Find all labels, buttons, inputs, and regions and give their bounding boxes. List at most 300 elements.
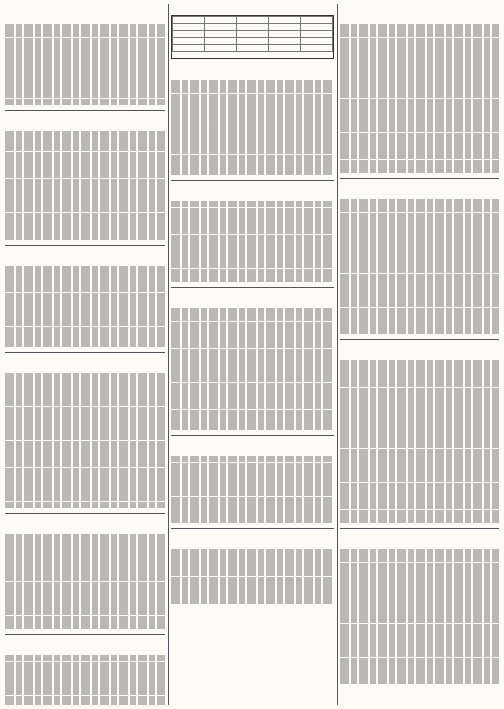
illegible-text-line bbox=[171, 376, 334, 383]
illegible-text-line bbox=[5, 488, 165, 495]
illegible-text-line bbox=[340, 449, 499, 456]
illegible-text-line bbox=[340, 85, 499, 92]
illegible-text-line bbox=[340, 92, 499, 99]
illegible-text-line bbox=[171, 269, 334, 276]
illegible-text-line bbox=[5, 58, 165, 65]
illegible-text-line bbox=[340, 476, 499, 483]
illegible-text-line bbox=[5, 427, 165, 434]
illegible-text-line bbox=[340, 603, 499, 610]
illegible-text-line bbox=[5, 481, 165, 488]
illegible-text-line bbox=[5, 266, 165, 273]
illegible-text-line bbox=[340, 38, 499, 45]
illegible-text-line bbox=[5, 152, 165, 159]
illegible-text-line bbox=[340, 483, 499, 490]
illegible-text-line bbox=[340, 166, 499, 173]
illegible-text-line bbox=[5, 622, 165, 629]
article-heading bbox=[340, 532, 499, 541]
article-block bbox=[171, 63, 334, 175]
table-cell bbox=[237, 45, 269, 52]
illegible-text-line bbox=[5, 468, 165, 475]
article-separator bbox=[171, 287, 334, 288]
illegible-text-line bbox=[5, 420, 165, 427]
illegible-text-line bbox=[340, 596, 499, 603]
illegible-text-line bbox=[171, 570, 334, 577]
illegible-text-line bbox=[171, 490, 334, 497]
article-separator bbox=[171, 180, 334, 181]
illegible-text-line bbox=[171, 416, 334, 423]
illegible-text-line bbox=[5, 286, 165, 293]
illegible-text-line bbox=[340, 435, 499, 442]
right-column bbox=[340, 4, 499, 705]
illegible-text-line bbox=[5, 293, 165, 300]
illegible-text-line bbox=[5, 379, 165, 386]
illegible-text-line bbox=[340, 253, 499, 260]
article-block bbox=[171, 291, 334, 430]
illegible-text-line bbox=[5, 447, 165, 454]
illegible-text-line bbox=[340, 421, 499, 428]
illegible-text-line bbox=[5, 199, 165, 206]
table-cell bbox=[301, 31, 333, 38]
table-header-cell bbox=[269, 17, 301, 24]
table-cell bbox=[237, 31, 269, 38]
illegible-text-line bbox=[340, 658, 499, 665]
illegible-text-line bbox=[171, 275, 334, 282]
illegible-text-line bbox=[171, 141, 334, 148]
illegible-text-line bbox=[340, 388, 499, 395]
illegible-text-line bbox=[171, 114, 334, 121]
article-heading bbox=[171, 439, 334, 448]
illegible-text-line bbox=[171, 369, 334, 376]
illegible-text-line bbox=[340, 569, 499, 576]
article-heading bbox=[5, 517, 165, 526]
illegible-text-line bbox=[171, 389, 334, 396]
illegible-text-line bbox=[340, 617, 499, 624]
data-table bbox=[171, 15, 334, 59]
illegible-text-line bbox=[340, 105, 499, 112]
illegible-text-line bbox=[171, 127, 334, 134]
illegible-text-line bbox=[5, 131, 165, 138]
illegible-text-line bbox=[5, 233, 165, 240]
illegible-text-line bbox=[340, 394, 499, 401]
table-cell bbox=[173, 38, 205, 45]
article-separator bbox=[5, 634, 165, 635]
illegible-text-line bbox=[171, 396, 334, 403]
table-cell bbox=[205, 38, 237, 45]
article-block bbox=[5, 638, 165, 705]
illegible-text-line bbox=[340, 112, 499, 119]
illegible-text-line bbox=[340, 624, 499, 631]
illegible-text-line bbox=[340, 71, 499, 78]
illegible-text-line bbox=[340, 374, 499, 381]
illegible-text-line bbox=[5, 454, 165, 461]
illegible-text-line bbox=[5, 616, 165, 623]
illegible-text-line bbox=[5, 85, 165, 92]
illegible-text-line bbox=[340, 321, 499, 328]
illegible-text-line bbox=[5, 609, 165, 616]
illegible-text-line bbox=[5, 534, 165, 541]
table-cell bbox=[173, 24, 205, 31]
illegible-text-line bbox=[340, 576, 499, 583]
illegible-text-line bbox=[5, 138, 165, 145]
illegible-text-line bbox=[5, 313, 165, 320]
illegible-text-line bbox=[5, 554, 165, 561]
article-block bbox=[171, 532, 334, 603]
illegible-text-line bbox=[5, 386, 165, 393]
illegible-text-line bbox=[340, 664, 499, 671]
illegible-text-line bbox=[5, 213, 165, 220]
illegible-text-line bbox=[171, 94, 334, 101]
illegible-text-line bbox=[340, 401, 499, 408]
illegible-text-line bbox=[340, 126, 499, 133]
table-cell bbox=[269, 31, 301, 38]
article-heading bbox=[171, 63, 334, 72]
article-separator bbox=[340, 178, 499, 179]
table-header-cell bbox=[237, 17, 269, 24]
illegible-text-line bbox=[5, 582, 165, 589]
illegible-text-line bbox=[171, 549, 334, 556]
table-cell bbox=[269, 38, 301, 45]
illegible-text-line bbox=[171, 241, 334, 248]
illegible-text-line bbox=[340, 360, 499, 367]
illegible-text-line bbox=[340, 590, 499, 597]
illegible-text-line bbox=[340, 516, 499, 523]
illegible-text-line bbox=[171, 255, 334, 262]
article-heading bbox=[171, 291, 334, 300]
illegible-text-line bbox=[171, 503, 334, 510]
illegible-text-line bbox=[340, 644, 499, 651]
article-separator bbox=[5, 513, 165, 514]
illegible-text-line bbox=[171, 510, 334, 517]
illegible-text-line bbox=[5, 92, 165, 99]
left-column bbox=[5, 4, 165, 705]
article-heading bbox=[5, 638, 165, 647]
illegible-text-line bbox=[340, 415, 499, 422]
illegible-text-line bbox=[340, 367, 499, 374]
illegible-text-line bbox=[340, 287, 499, 294]
illegible-text-line bbox=[340, 78, 499, 85]
illegible-text-line bbox=[171, 80, 334, 87]
illegible-text-line bbox=[5, 31, 165, 38]
illegible-text-line bbox=[5, 185, 165, 192]
illegible-text-line bbox=[340, 610, 499, 617]
illegible-text-line bbox=[171, 322, 334, 329]
illegible-text-line bbox=[5, 206, 165, 213]
illegible-text-line bbox=[5, 44, 165, 51]
illegible-text-line bbox=[5, 602, 165, 609]
illegible-text-line bbox=[340, 671, 499, 678]
article-heading bbox=[5, 7, 165, 16]
table-cell bbox=[269, 24, 301, 31]
illegible-text-line bbox=[171, 517, 334, 524]
illegible-text-line bbox=[340, 44, 499, 51]
illegible-text-line bbox=[171, 583, 334, 590]
illegible-text-line bbox=[5, 595, 165, 602]
article-block bbox=[340, 7, 499, 173]
article-heading bbox=[340, 7, 499, 16]
illegible-text-line bbox=[171, 423, 334, 430]
illegible-text-line bbox=[5, 51, 165, 58]
illegible-text-line bbox=[5, 575, 165, 582]
illegible-text-line bbox=[5, 219, 165, 226]
illegible-text-line bbox=[5, 333, 165, 340]
illegible-text-line bbox=[5, 179, 165, 186]
illegible-text-line bbox=[171, 476, 334, 483]
table-cell bbox=[301, 38, 333, 45]
illegible-text-line bbox=[171, 410, 334, 417]
article-block bbox=[340, 182, 499, 334]
illegible-text-line bbox=[5, 461, 165, 468]
illegible-text-line bbox=[171, 349, 334, 356]
illegible-text-line bbox=[171, 228, 334, 235]
illegible-text-line bbox=[5, 24, 165, 31]
illegible-text-line bbox=[340, 199, 499, 206]
illegible-text-line bbox=[171, 214, 334, 221]
illegible-text-line bbox=[340, 583, 499, 590]
column-rule bbox=[337, 4, 338, 705]
illegible-text-line bbox=[340, 206, 499, 213]
article-block bbox=[5, 114, 165, 239]
illegible-text-line bbox=[171, 121, 334, 128]
illegible-text-line bbox=[5, 675, 165, 682]
column-rule bbox=[168, 4, 169, 705]
illegible-text-line bbox=[340, 260, 499, 267]
article-heading bbox=[5, 356, 165, 365]
illegible-text-line bbox=[5, 158, 165, 165]
illegible-text-line bbox=[5, 320, 165, 327]
illegible-text-line bbox=[5, 696, 165, 703]
illegible-text-line bbox=[5, 165, 165, 172]
table-caption bbox=[172, 52, 333, 58]
illegible-text-line bbox=[5, 145, 165, 152]
illegible-text-line bbox=[5, 561, 165, 568]
illegible-text-line bbox=[171, 342, 334, 349]
illegible-text-line bbox=[171, 335, 334, 342]
article-block bbox=[340, 532, 499, 684]
illegible-text-line bbox=[171, 262, 334, 269]
table-header-cell bbox=[205, 17, 237, 24]
illegible-text-line bbox=[5, 78, 165, 85]
illegible-text-line bbox=[340, 428, 499, 435]
article-block bbox=[171, 184, 334, 282]
illegible-text-line bbox=[5, 172, 165, 179]
illegible-text-line bbox=[5, 299, 165, 306]
illegible-text-line bbox=[5, 306, 165, 313]
article-block bbox=[5, 356, 165, 508]
article-block bbox=[5, 249, 165, 347]
illegible-text-line bbox=[171, 355, 334, 362]
article-block bbox=[5, 7, 165, 105]
illegible-text-line bbox=[340, 119, 499, 126]
illegible-text-line bbox=[171, 590, 334, 597]
illegible-text-line bbox=[340, 160, 499, 167]
illegible-text-line bbox=[340, 24, 499, 31]
illegible-text-line bbox=[5, 407, 165, 414]
table-cell bbox=[173, 31, 205, 38]
article-separator bbox=[5, 245, 165, 246]
illegible-text-line bbox=[5, 393, 165, 400]
illegible-text-line bbox=[5, 502, 165, 509]
illegible-text-line bbox=[171, 308, 334, 315]
illegible-text-line bbox=[340, 469, 499, 476]
illegible-text-line bbox=[171, 483, 334, 490]
illegible-text-line bbox=[171, 161, 334, 168]
illegible-text-line bbox=[5, 192, 165, 199]
illegible-text-line bbox=[5, 702, 165, 705]
illegible-text-line bbox=[171, 556, 334, 563]
illegible-text-line bbox=[5, 38, 165, 45]
illegible-text-line bbox=[5, 568, 165, 575]
article-heading bbox=[5, 249, 165, 258]
table-cell bbox=[173, 45, 205, 52]
illegible-text-line bbox=[340, 31, 499, 38]
illegible-text-line bbox=[171, 208, 334, 215]
illegible-text-line bbox=[171, 201, 334, 208]
article-separator bbox=[340, 528, 499, 529]
illegible-text-line bbox=[340, 294, 499, 301]
illegible-text-line bbox=[340, 455, 499, 462]
illegible-text-line bbox=[171, 155, 334, 162]
table-cell bbox=[237, 38, 269, 45]
article-heading bbox=[340, 182, 499, 191]
illegible-text-line bbox=[171, 315, 334, 322]
illegible-text-line bbox=[340, 381, 499, 388]
illegible-text-line bbox=[5, 99, 165, 106]
illegible-text-line bbox=[5, 373, 165, 380]
article-heading bbox=[171, 532, 334, 541]
illegible-text-line bbox=[340, 489, 499, 496]
illegible-text-line bbox=[340, 314, 499, 321]
illegible-text-line bbox=[340, 308, 499, 315]
illegible-text-line bbox=[5, 327, 165, 334]
illegible-text-line bbox=[5, 272, 165, 279]
illegible-text-line bbox=[5, 495, 165, 502]
table-cell bbox=[269, 45, 301, 52]
article-separator bbox=[5, 352, 165, 353]
illegible-text-line bbox=[340, 408, 499, 415]
illegible-text-line bbox=[171, 362, 334, 369]
illegible-text-line bbox=[171, 456, 334, 463]
illegible-text-line bbox=[5, 71, 165, 78]
illegible-text-line bbox=[171, 463, 334, 470]
middle-column bbox=[171, 4, 334, 705]
illegible-text-line bbox=[5, 548, 165, 555]
illegible-text-line bbox=[340, 99, 499, 106]
table-cell bbox=[237, 24, 269, 31]
illegible-text-line bbox=[171, 497, 334, 504]
illegible-text-line bbox=[5, 662, 165, 669]
illegible-text-line bbox=[171, 597, 334, 604]
illegible-text-line bbox=[340, 549, 499, 556]
illegible-text-line bbox=[340, 301, 499, 308]
article-heading bbox=[171, 184, 334, 193]
illegible-text-line bbox=[5, 689, 165, 696]
illegible-text-line bbox=[340, 678, 499, 685]
illegible-text-line bbox=[5, 400, 165, 407]
illegible-text-line bbox=[171, 577, 334, 584]
article-text bbox=[171, 4, 334, 10]
illegible-text-line bbox=[340, 267, 499, 274]
illegible-text-line bbox=[171, 100, 334, 107]
article-heading bbox=[340, 343, 499, 352]
article-separator bbox=[171, 528, 334, 529]
illegible-text-line bbox=[340, 651, 499, 658]
illegible-text-line bbox=[5, 413, 165, 420]
illegible-text-line bbox=[340, 503, 499, 510]
illegible-text-line bbox=[340, 328, 499, 335]
illegible-text-line bbox=[340, 139, 499, 146]
illegible-text-line bbox=[171, 221, 334, 228]
illegible-text-line bbox=[340, 563, 499, 570]
illegible-text-line bbox=[171, 248, 334, 255]
illegible-text-line bbox=[171, 235, 334, 242]
illegible-text-line bbox=[340, 233, 499, 240]
illegible-text-line bbox=[340, 219, 499, 226]
illegible-text-line bbox=[340, 274, 499, 281]
illegible-text-line bbox=[5, 655, 165, 662]
illegible-text-line bbox=[171, 87, 334, 94]
illegible-text-line bbox=[5, 541, 165, 548]
table-cell bbox=[205, 45, 237, 52]
table-cell bbox=[301, 24, 333, 31]
illegible-text-line bbox=[5, 474, 165, 481]
illegible-text-line bbox=[171, 168, 334, 175]
illegible-text-line bbox=[171, 107, 334, 114]
article-separator bbox=[340, 339, 499, 340]
illegible-text-line bbox=[171, 563, 334, 570]
illegible-text-line bbox=[5, 588, 165, 595]
illegible-text-line bbox=[171, 383, 334, 390]
illegible-text-line bbox=[340, 510, 499, 517]
illegible-text-line bbox=[340, 637, 499, 644]
article-heading bbox=[5, 114, 165, 123]
illegible-text-line bbox=[171, 148, 334, 155]
middle-top-article bbox=[171, 4, 334, 10]
article-block bbox=[171, 439, 334, 524]
illegible-text-line bbox=[340, 246, 499, 253]
table-header-cell bbox=[301, 17, 333, 24]
table-cell bbox=[205, 31, 237, 38]
illegible-text-line bbox=[340, 442, 499, 449]
illegible-text-line bbox=[171, 403, 334, 410]
illegible-text-line bbox=[340, 556, 499, 563]
article-separator bbox=[5, 110, 165, 111]
illegible-text-line bbox=[340, 213, 499, 220]
illegible-text-line bbox=[5, 668, 165, 675]
illegible-text-line bbox=[340, 51, 499, 58]
illegible-text-line bbox=[340, 462, 499, 469]
illegible-text-line bbox=[171, 328, 334, 335]
illegible-text-line bbox=[340, 133, 499, 140]
illegible-text-line bbox=[171, 469, 334, 476]
illegible-text-line bbox=[340, 226, 499, 233]
illegible-text-line bbox=[340, 153, 499, 160]
illegible-text-line bbox=[340, 496, 499, 503]
table-header-cell bbox=[173, 17, 205, 24]
illegible-text-line bbox=[5, 65, 165, 72]
illegible-text-line bbox=[5, 434, 165, 441]
illegible-text-line bbox=[340, 146, 499, 153]
illegible-text-line bbox=[340, 58, 499, 65]
illegible-text-line bbox=[340, 630, 499, 637]
illegible-text-line bbox=[5, 682, 165, 689]
article-block bbox=[340, 343, 499, 523]
illegible-text-line bbox=[5, 441, 165, 448]
illegible-text-line bbox=[171, 134, 334, 141]
illegible-text-line bbox=[340, 280, 499, 287]
table-cell bbox=[301, 45, 333, 52]
illegible-text-line bbox=[5, 279, 165, 286]
illegible-text-line bbox=[340, 65, 499, 72]
